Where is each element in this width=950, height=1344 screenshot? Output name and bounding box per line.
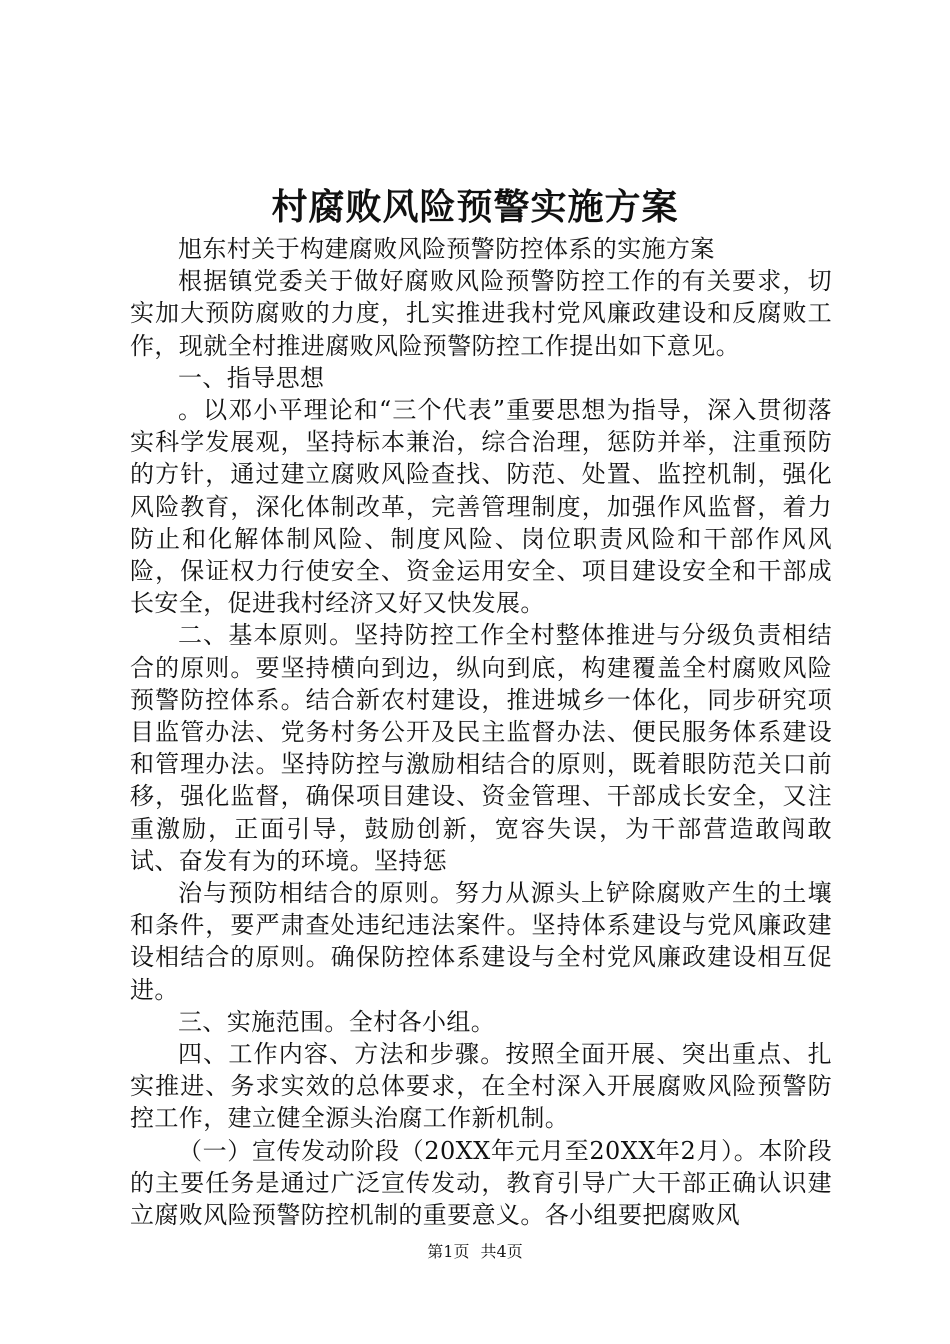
paragraph-principles-continued: 治与预防相结合的原则。努力从源头上铲除腐败产生的土壤和条件，要严肃查处违纪违法案件。坚持体系建设与党风廉政建设相结合的原则。确保防控体系建设与全村党风廉政建设相互促进。 <box>130 879 832 1004</box>
paragraph-basic-principles: 二、基本原则。坚持防控工作全村整体推进与分级负责相结合的原则。要坚持横向到边，纵向到底，构建覆盖全村腐败风险预警防控体系。结合新农村建设，推进城乡一体化，同步研究项目监管办法、党务村务公开及民主监督办法、便民服务体系建设和管理办法。坚持防控与激励相结合的原则，既着眼防范关口前移，强化监督，确保项目建设、资金管理、干部成长安全，又注重激励，正面引导，鼓励创新，宽容失误，为干部营造敢闯敢试、奋发有为的环境。坚持惩 <box>130 621 832 875</box>
page-number-footer: 第1页 共4页 <box>427 1242 523 1261</box>
paragraph-work-content: 四、工作内容、方法和步骤。按照全面开展、突出重点、扎实推进、务求实效的总体要求，在全村深入开展腐败风险预警防控工作，建立健全源头治腐工作新机制。 <box>130 1040 832 1133</box>
document-title: 村腐败风险预警实施方案 <box>271 186 679 228</box>
paragraph-guiding-thought: 。以邓小平理论和“三个代表”重要思想为指导，深入贯彻落实科学发展观，坚持标本兼治，综合治理，惩防并举，注重预防的方针，通过建立腐败风险查找、防范、处置、监控机制，强化风险教育，深化体制改革，完善管理制度，加强作风监督，着力防止和化解体制风险、制度风险、岗位职责风险和干部作风风险，保证权力行使安全、资金运用安全、项目建设安全和干部成长安全，促进我村经济又好又快发展。 <box>130 396 832 618</box>
paragraph-subtitle: 旭东村关于构建腐败风险预警防控体系的实施方案 <box>178 235 715 263</box>
paragraph-scope: 三、实施范围。全村各小组。 <box>178 1007 496 1036</box>
paragraph-publicity-stage: （一）宣传发动阶段（20XX年元月至20XX年2月）。本阶段的主要任务是通过广泛宣传发动，教育引导广大干部正确认识建立腐败风险预警防控机制的重要意义。各小组要把腐败风 <box>130 1136 832 1230</box>
heading-guiding-thought: 一、指导思想 <box>178 363 325 392</box>
paragraph-intro: 根据镇党委关于做好腐败风险预警防控工作的有关要求，切实加大预防腐败的力度，扎实推进我村党风廉政建设和反腐败工作，现就全村推进腐败风险预警防控工作提出如下意见。 <box>130 267 832 360</box>
document-body <box>130 233 832 1231</box>
